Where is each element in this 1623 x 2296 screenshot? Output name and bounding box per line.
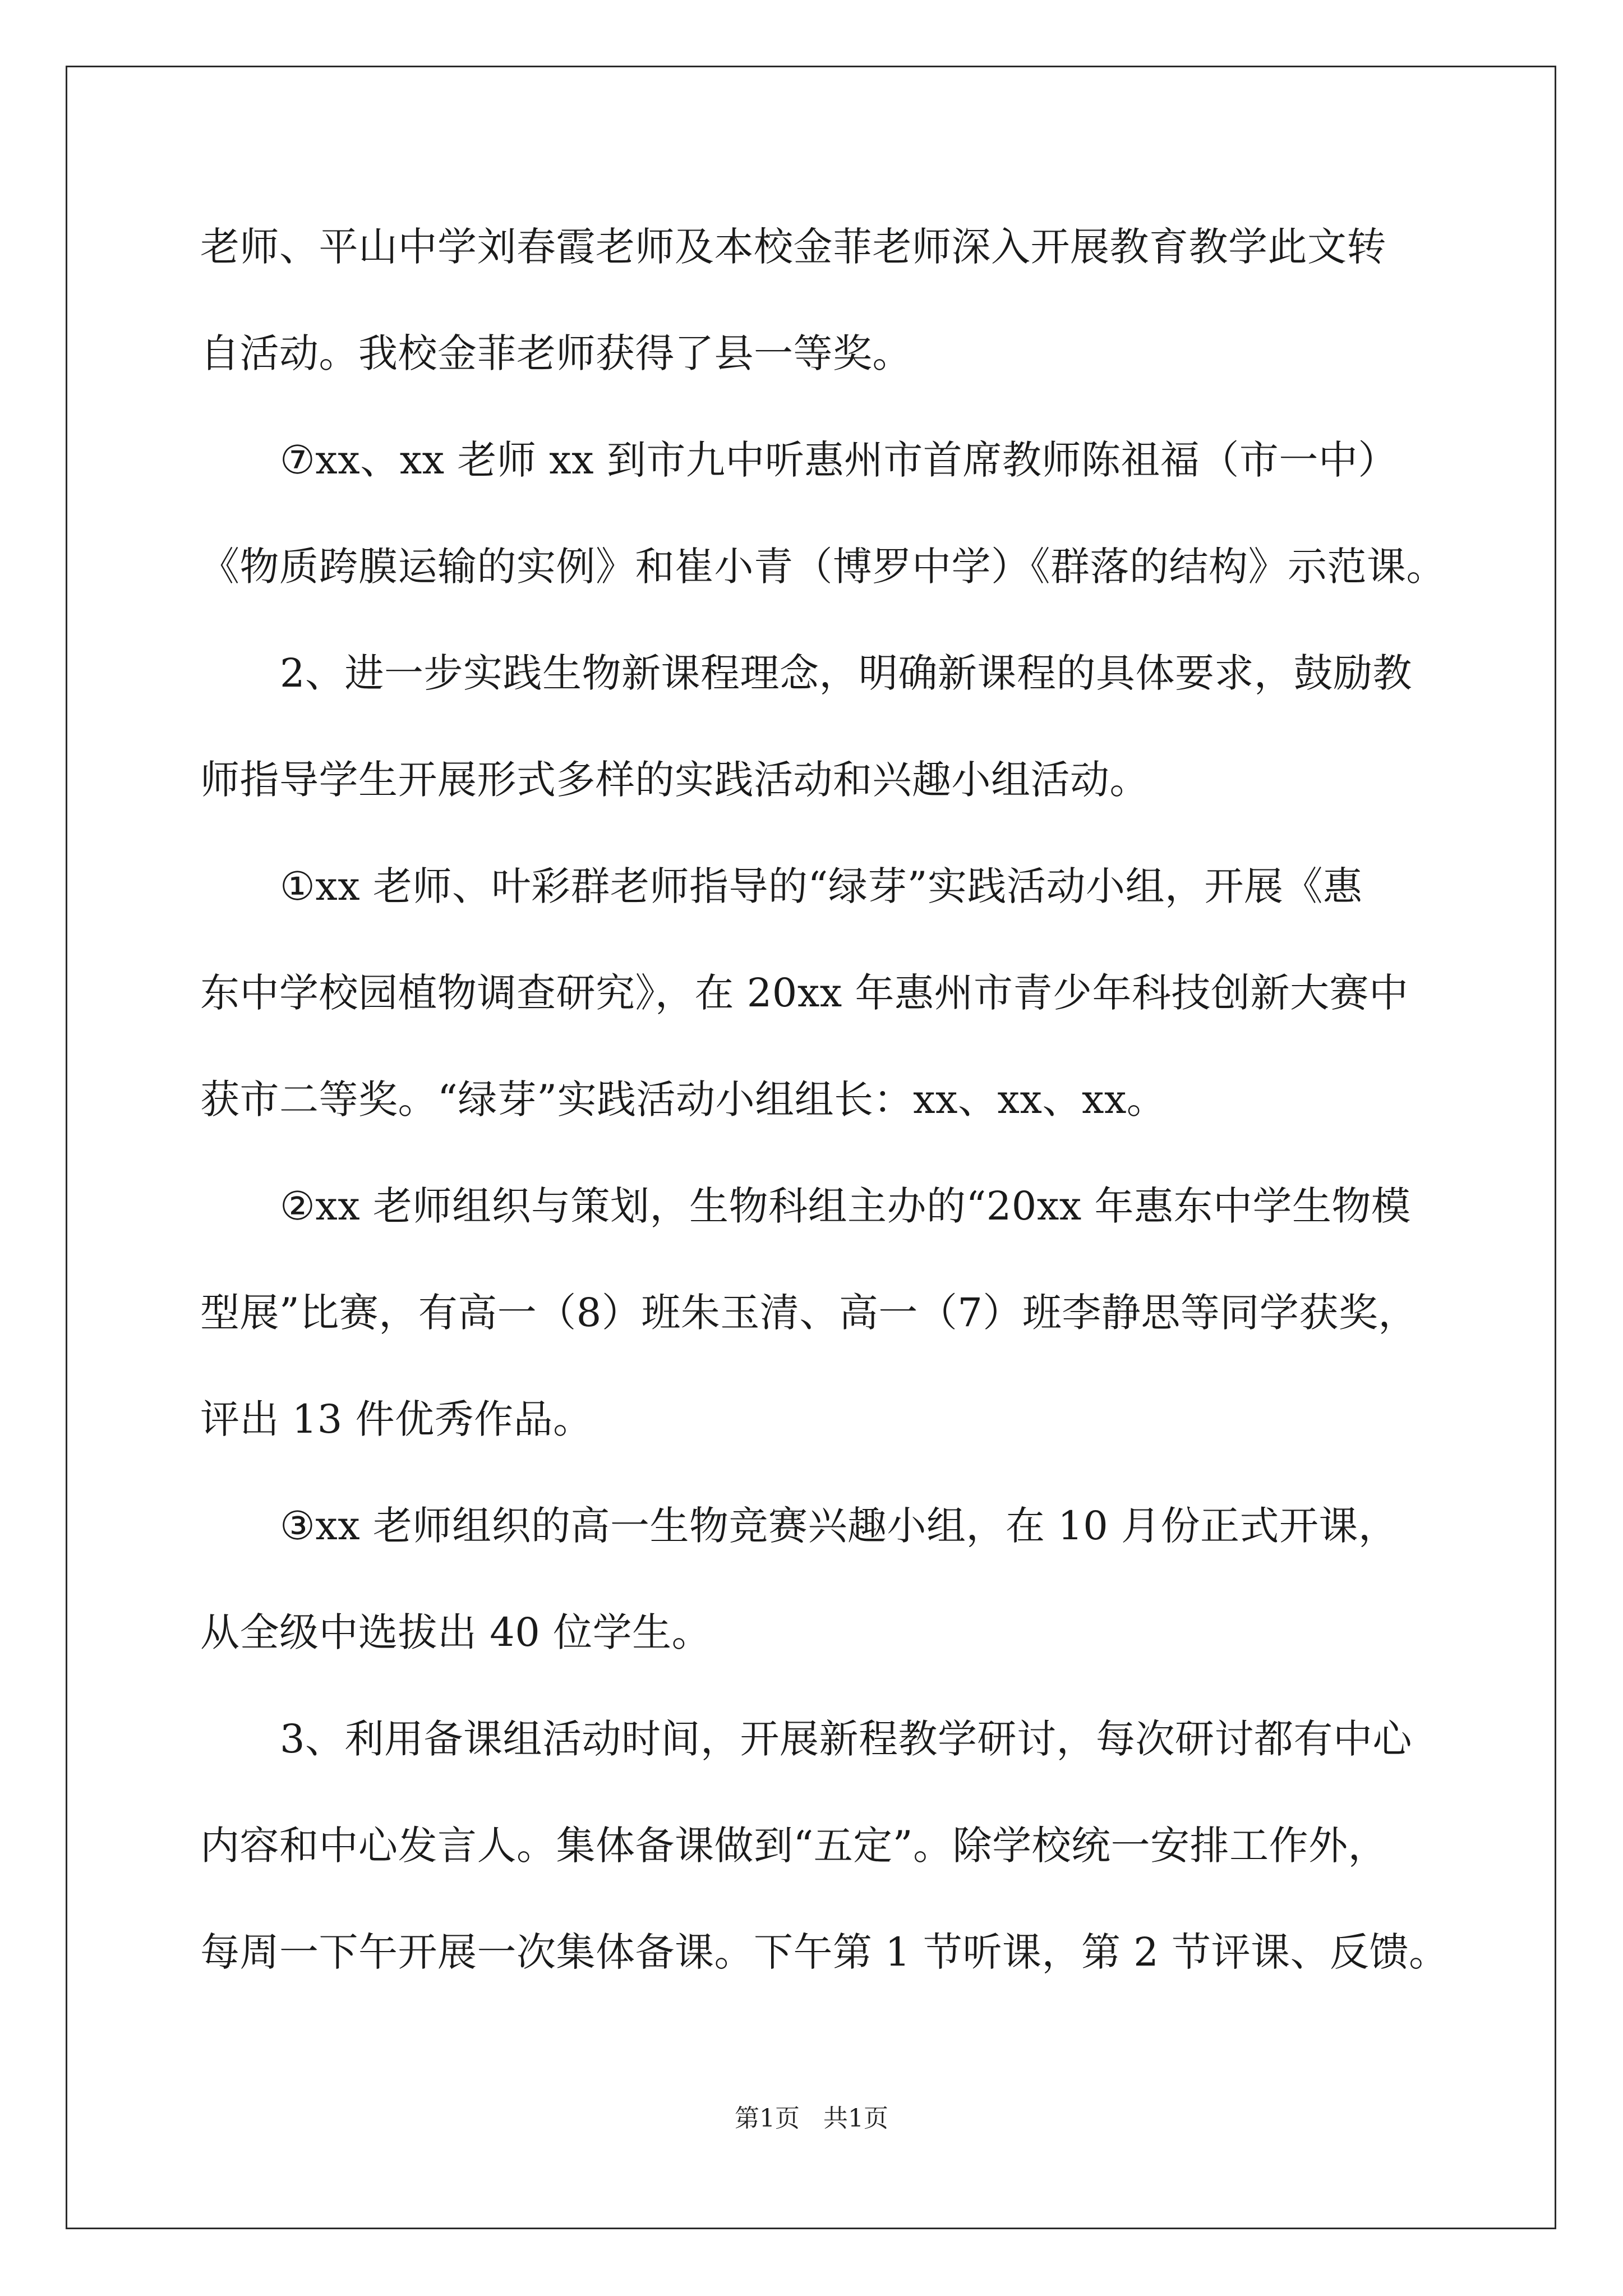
paragraph-start-line: ③xx 老师组织的高一生物竞赛兴趣小组，在 10 月份正式开课， xyxy=(280,1503,1398,1549)
text-line: 师指导学生开展形式多样的实践活动和兴趣小组活动。 xyxy=(200,757,1149,803)
paragraph-start-line: 2、进一步实践生物新课程理念，明确新课程的具体要求，鼓励教 xyxy=(280,650,1413,696)
text-line: 《物质跨膜运输的实例》和崔小青（博罗中学）《群落的结构》示范课。 xyxy=(200,544,1446,590)
text-line: 内容和中心发言人。集体备课做到“五定”。除学校统一安排工作外， xyxy=(200,1823,1388,1869)
paragraph-start-line: ②xx 老师组织与策划，生物科组主办的“20xx 年惠东中学生物模 xyxy=(280,1183,1411,1229)
paragraph-start-line: ①xx 老师、叶彩群老师指导的“绿芽”实践活动小组，开展《惠 xyxy=(280,863,1363,909)
text-line: 老师、平山中学刘春霞老师及本校金菲老师深入开展教育教学此文转 xyxy=(200,224,1386,270)
text-line: 型展”比赛，有高一（8）班朱玉清、高一（7）班李静思等同学获奖， xyxy=(200,1290,1418,1336)
paragraph-start-line: 3、利用备课组活动时间，开展新程教学研讨，每次研讨都有中心 xyxy=(280,1716,1413,1762)
document-body xyxy=(200,219,1449,2031)
text-line: 评出 13 件优秀作品。 xyxy=(200,1396,593,1442)
paragraph-start-line: ⑦xx、xx 老师 xx 到市九中听惠州市首席教师陈祖福（市一中） xyxy=(280,437,1398,483)
text-line: 获市二等奖。“绿芽”实践活动小组组长：xx、xx、xx。 xyxy=(200,1076,1166,1122)
text-line: 每周一下午开展一次集体备课。下午第 1 节听课，第 2 节评课、反馈。 xyxy=(200,1929,1449,1975)
page-footer: 第1页 共1页 xyxy=(735,2104,888,2133)
text-line: 东中学校园植物调查研究》，在 20xx 年惠州市青少年科技创新大赛中 xyxy=(200,970,1409,1016)
text-line: 自活动。我校金菲老师获得了县一等奖。 xyxy=(200,330,912,376)
text-line: 从全级中选拔出 40 位学生。 xyxy=(200,1609,712,1655)
